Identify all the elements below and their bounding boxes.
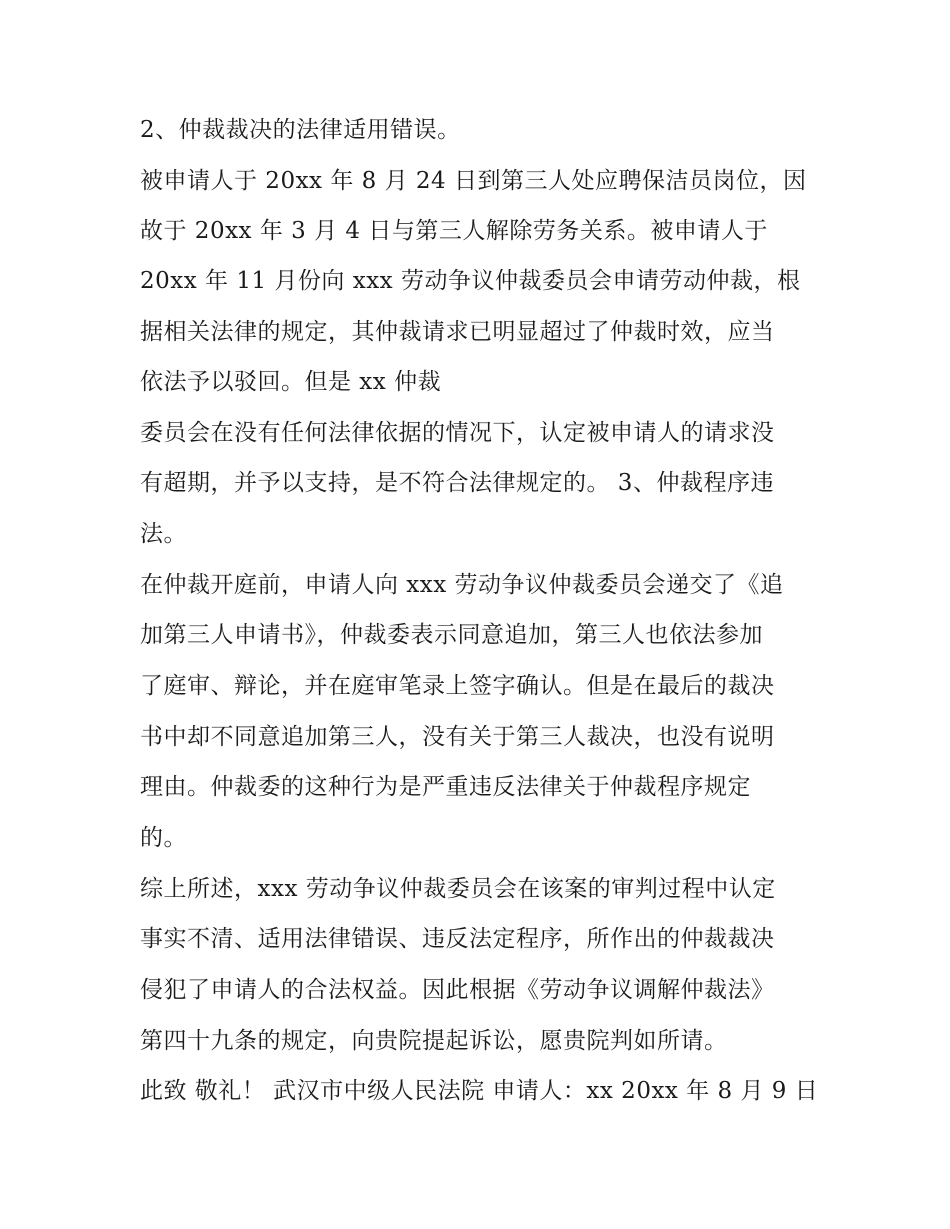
- text-line: 了庭审、辩论，并在庭审笔录上签字确认。但是在最后的裁决: [140, 673, 775, 699]
- text-line: 在仲裁开庭前，申请人向 xxx 劳动争议仲裁委员会递交了《追: [140, 572, 784, 598]
- text-line: 20xx 年 11 月份向 xxx 劳动争议仲裁委员会申请劳动仲裁，根: [140, 268, 801, 294]
- text-line: 理由。仲裁委的这种行为是严重违反法律关于仲裁程序规定: [140, 774, 751, 800]
- text-line: 有超期，并予以支持，是不符合法律规定的。 3、仲裁程序违: [140, 470, 774, 496]
- text-line: 事实不清、适用法律错误、违反法定程序，所作出的仲裁裁决: [140, 926, 775, 952]
- text-line: 2、仲裁裁决的法律适用错误。: [140, 117, 461, 143]
- text-line: 被申请人于 20xx 年 8 月 24 日到第三人处应聘保洁员岗位，因: [140, 168, 807, 194]
- closing-line: 此致 敬礼！ 武汉市中级人民法院 申请人：xx 20xx 年 8 月 9 日: [140, 1078, 819, 1104]
- text-line: 侵犯了申请人的合法权益。因此根据《劳动争议调解仲裁法》: [140, 977, 775, 1003]
- text-line: 书中却不同意追加第三人，没有关于第三人裁决，也没有说明: [140, 724, 775, 750]
- text-line: 委员会在没有任何法律依据的情况下，认定被申请人的请求没: [140, 420, 775, 446]
- text-line: 法。: [140, 521, 187, 547]
- text-line: 依法予以驳回。但是 xx 仲裁: [140, 369, 442, 395]
- text-line: 的。: [140, 825, 187, 851]
- text-line: 据相关法律的规定，其仲裁请求已明显超过了仲裁时效，应当: [140, 319, 775, 345]
- text-line: 加第三人申请书》，仲裁委表示同意追加，第三人也依法参加: [140, 622, 763, 648]
- text-line: 第四十九条的规定，向贵院提起诉讼，愿贵院判如所请。: [140, 1028, 728, 1054]
- text-line: 综上所述，xxx 劳动争议仲裁委员会在该案的审判过程中认定: [140, 876, 776, 902]
- text-line: 故于 20xx 年 3 月 4 日与第三人解除劳务关系。被申请人于: [140, 218, 768, 244]
